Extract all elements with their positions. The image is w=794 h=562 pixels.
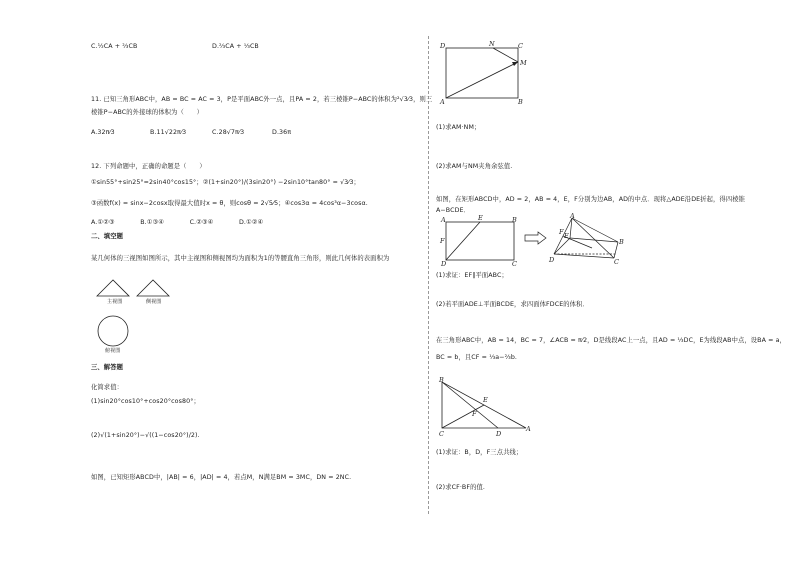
section-fill-in: 二、填空题 [91, 233, 123, 240]
figure-folded-pyramid [548, 214, 628, 266]
fig3-label-b: B [619, 238, 624, 246]
fig4-label-b: B [439, 376, 444, 384]
figure-rectangle-abcd [436, 40, 532, 106]
q17-part-1: (1)求证：B，D，F三点共线； [436, 449, 523, 456]
fig2-label-c: C [512, 260, 517, 268]
q12-statements-1-2: ①sin55°+sin25°=2sin40°cos15°；②(1+sin20°)/(3sin20°) −2sin10°tan80° = √3⁄3； [91, 179, 360, 186]
q11-option-d: D.36π [272, 129, 292, 136]
q16-part-1: (1)求证：EF∥平面ABC； [436, 272, 508, 279]
question-16: 如图，在矩形ABCD中，AD = 2，AB = 4，E，F分别为边AB，AD的中点．现将△ADE沿DE折起，得四棱锥 [436, 196, 746, 203]
fig1-label-n: N [489, 40, 495, 48]
fig2-label-e: E [478, 214, 483, 222]
column-divider [428, 36, 429, 514]
fig4-label-a: A [526, 425, 531, 433]
figure-triangle-abc [436, 374, 536, 440]
q12-options: A.①②③ B.①③④ C.②③④ D.①②④ [91, 219, 264, 226]
fig3-label-d: D [549, 256, 555, 264]
fig4-label-d: D [496, 430, 502, 438]
fig3-label-c: C [614, 258, 619, 266]
top-view-circle [96, 314, 130, 348]
fig1-label-m: M [520, 59, 527, 67]
question-13: 某几何体的三视图如图所示，其中主视图和侧视图均为面积为1的等腰直角三角形，则此几何体的表面积为 [91, 255, 390, 262]
fig1-label-a: A [440, 98, 445, 106]
section-solutions: 三、解答题 [91, 364, 123, 371]
question-11-continued: 棱锥P−ABC的外接球的体积为（ ） [91, 109, 204, 116]
fold-arrow-icon [524, 232, 548, 244]
q12-statements-3-4: ③函数f(x) = sinx−2cosx取得最大值时x = θ，则cosθ = 2√5⁄5；④cos3α = 4cos³α−3cosα. [91, 200, 368, 207]
question-16-continued: A−BCDE． [436, 207, 471, 214]
question-11: 11. 已知三角形ABC中，AB = BC = AC = 3，P是平面ABC外一点，且PA = 2，若三棱锥P−ABC的体积为²√3⁄3，则三 [91, 96, 433, 103]
question-14: 化简求值： [91, 384, 123, 391]
front-view-caption: 主视图 [107, 299, 123, 305]
q11-option-c: C.28√7π⁄3 [212, 129, 245, 136]
question-15: 如图，已知矩形ABCD中，|AB| = 6，|AD| = 4，若点M，N满足BM = 3MC，DN = 2NC. [91, 474, 352, 481]
q16-part-2: (2)若平面ADE⊥平面BCDE，求四面体FDCE的体积． [436, 301, 589, 308]
option-c-q10: C.½CA + ⅔CB [91, 43, 138, 50]
fig4-label-f: F [472, 410, 477, 418]
option-d-q10: D.⅔CA + ⅓CB [212, 43, 259, 50]
q15-part-1: (1)求AM·NM； [436, 124, 481, 131]
fig2-label-a: A [441, 216, 446, 224]
q15-part-2: (2)求AM与NM夹角余弦值. [436, 163, 513, 170]
fig4-label-e: E [483, 396, 488, 404]
q11-option-a: A.32π⁄3 [91, 129, 115, 136]
fig3-label-f: F [559, 228, 564, 236]
fig2-label-d: D [441, 260, 447, 268]
question-17-continued: BC = b，且CF = ⅓a−⅔b. [436, 354, 518, 361]
fig3-label-a: A [570, 212, 575, 220]
q17-part-2: (2)求CF·BF的值. [436, 484, 485, 491]
fig1-label-b: B [518, 98, 523, 106]
q14-part-1: (1)sin20°cos10°+cos20°cos80°； [91, 398, 200, 405]
fig3-label-e: E [564, 232, 569, 240]
question-12: 12. 下列命题中，正确的命题是（ ） [91, 163, 206, 170]
fig1-label-d: D [440, 42, 446, 50]
side-view-caption: 侧视图 [146, 299, 162, 305]
q14-part-2: (2)√(1+sin20°)−√((1−cos20°)/2). [91, 432, 200, 439]
top-view-caption: 俯视图 [105, 348, 121, 354]
fig4-label-c: C [439, 430, 444, 438]
figure-flat-rectangle [436, 214, 516, 266]
fig2-label-f: F [440, 237, 445, 245]
fig2-label-b: B [512, 216, 517, 224]
fig1-label-c: C [518, 42, 523, 50]
q11-option-b: B.11√22π⁄3 [150, 129, 187, 136]
question-17: 在三角形ABC中，AB = 14，BC = 7，∠ACB = π⁄2，D是线段AC上一点，且AD = ⅓DC，E为线段AB中点，设BA = a， [436, 337, 786, 344]
